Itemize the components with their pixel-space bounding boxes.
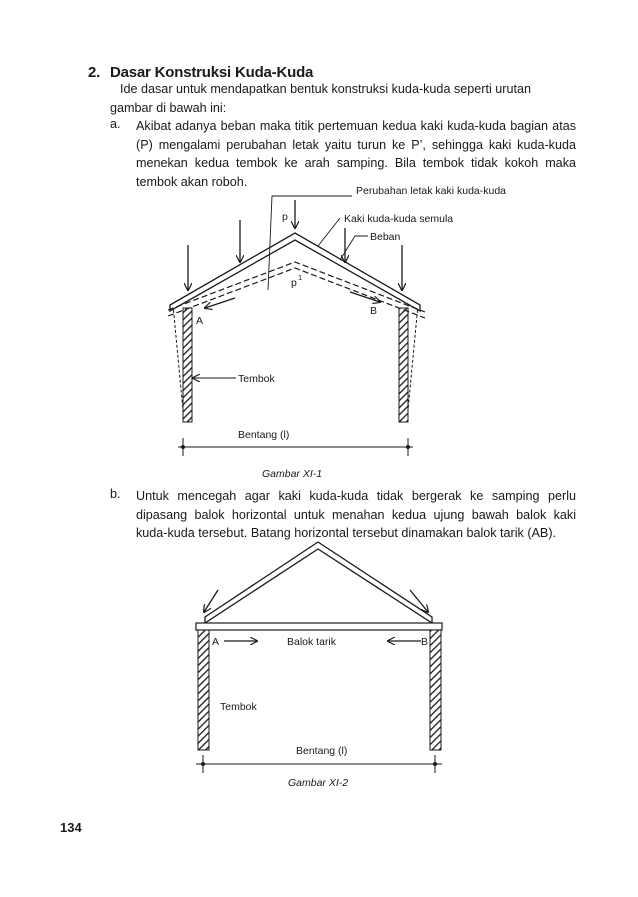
section-number: 2. — [88, 64, 101, 81]
fig2-label-tie: Balok tarik — [287, 636, 337, 648]
item-b-text: Untuk mencegah agar kaki kuda-kuda tidak bergerak ke samping perlu dipasang balok horizontal untuk menahan kedua ujung bawah balok kaki kuda-kuda tersebut. Batang horizontal tersebut dinamakan balok tarik (AB). — [136, 489, 576, 541]
label-p-prime-sup: 1 — [298, 273, 303, 282]
original-rafters — [170, 233, 420, 311]
item-a-text: Akibat adanya beban maka titik pertemuan kedua kaki kuda-kuda bagian atas (P) mengalami perubahan letak yaitu turun ke P’, sehingga kaki kuda-kuda menekan kedua tembok ke arah samping. Bila tembok tidak kokoh maka tembok akan roboh. — [136, 119, 576, 189]
label-span: Bentang (l) — [238, 429, 290, 441]
right-wall — [399, 308, 408, 422]
page-number: 134 — [60, 820, 82, 835]
label-p-prime: p — [291, 277, 297, 289]
label-a: A — [196, 315, 204, 327]
tie-beam — [196, 623, 442, 630]
label-change: Perubahan letak kaki kuda-kuda — [356, 185, 507, 197]
fig2-label-span: Bentang (l) — [296, 745, 348, 757]
fig2-label-b: B — [421, 636, 429, 648]
figure-1-caption: Gambar XI-1 — [262, 468, 323, 480]
fig2-right-wall — [430, 630, 441, 750]
intro-line-2: gambar di bawah ini: — [110, 100, 227, 115]
intro-line-1: Ide dasar untuk mendapatkan bentuk konstruksi kuda-kuda seperti urutan — [120, 82, 531, 96]
label-p: p — [282, 211, 288, 223]
fig2-label-wall: Tembok — [220, 701, 257, 713]
fig2-label-a: A — [212, 636, 220, 648]
section-title: Dasar Konstruksi Kuda-Kuda — [110, 64, 314, 81]
label-b: B — [370, 305, 378, 317]
deformed-rafter-bottom — [168, 268, 425, 318]
fig2-rafters — [205, 542, 432, 623]
label-wall: Tembok — [238, 373, 275, 385]
label-load: Beban — [370, 231, 401, 243]
left-wall — [183, 308, 192, 422]
item-a-label: a. — [110, 117, 121, 131]
figure-2-caption: Gambar XI-2 — [288, 777, 349, 789]
label-original: Kaki kuda-kuda semula — [344, 213, 454, 225]
fig2-left-wall — [198, 630, 209, 750]
item-b-label: b. — [110, 487, 121, 501]
